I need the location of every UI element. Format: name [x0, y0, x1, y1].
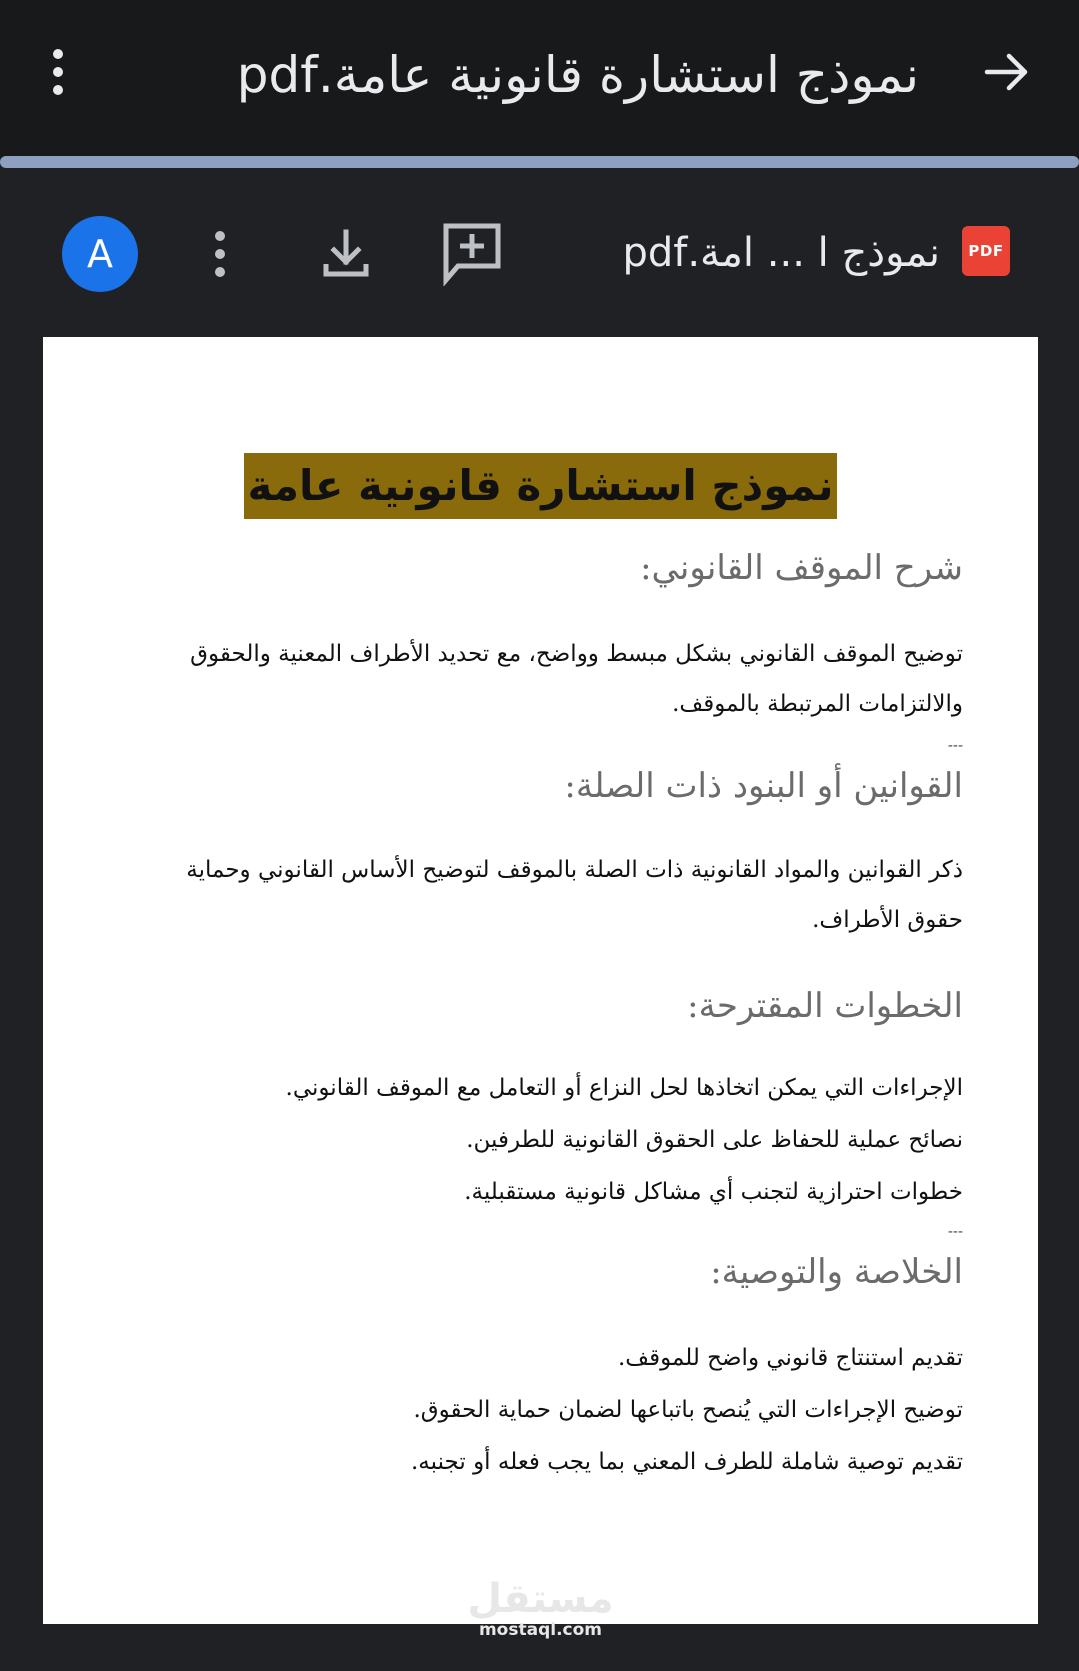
pdf-file-icon: PDF [962, 226, 1010, 276]
list-item: توضيح الإجراءات التي يُنصح باتباعها لضمان حماية الحقوق. [413, 1397, 963, 1423]
document-title: نموذج استشارة قانونية عامة [244, 453, 838, 519]
list-item: خطوات احترازية لتجنب أي مشاكل قانونية مستقبلية. [464, 1179, 963, 1205]
list-item: تقديم استنتاج قانوني واضح للموقف. [617, 1345, 963, 1371]
list-item: الإجراءات التي يمكن اتخاذها لحل النزاع أو التعامل مع الموقف القانوني. [285, 1075, 963, 1101]
more-options-icon[interactable] [200, 222, 240, 286]
section-heading: القوانين أو البنود ذات الصلة: [564, 766, 963, 806]
account-avatar[interactable]: A [62, 216, 138, 292]
add-comment-icon[interactable] [440, 220, 504, 286]
list-item: تقديم توصية شاملة للطرف المعني بما يجب فعله أو تجنبه. [410, 1449, 963, 1475]
window-title: نموذج استشارة قانونية عامة.pdf [236, 46, 919, 104]
section-heading: شرح الموقف القانوني: [640, 548, 963, 588]
separator: --- [947, 1224, 963, 1240]
section-heading: الخطوات المقترحة: [687, 986, 963, 1026]
separator: --- [947, 738, 963, 754]
document-toolbar [0, 178, 1079, 328]
loading-progress-bar [0, 156, 1079, 168]
watermark-latin: mostaql.com [478, 1620, 603, 1640]
section-paragraph: توضيح الموقف القانوني بشكل مبسط وواضح، مع تحديد الأطراف المعنية والحقوق والالتزامات المرتبطة بالموقف. [190, 641, 963, 717]
top-app-bar [0, 0, 1079, 158]
arrow-forward-icon[interactable] [979, 44, 1035, 100]
pdf-page [43, 337, 1038, 1640]
download-icon[interactable] [318, 222, 374, 286]
section-paragraph: ذكر القوانين والمواد القانونية ذات الصلة بالموقف لتوضيح الأساس القانوني وحماية حقوق الأطراف. [186, 857, 963, 933]
more-options-icon[interactable] [38, 40, 78, 104]
document-file-name[interactable]: نموذج ا ... امة.pdf [622, 230, 940, 276]
watermark-arabic: مستقل [467, 1576, 614, 1622]
list-item: نصائح عملية للحفاظ على الحقوق القانونية للطرفين. [466, 1127, 963, 1153]
watermark-logo [43, 1577, 1038, 1639]
section-heading: الخلاصة والتوصية: [710, 1252, 963, 1292]
